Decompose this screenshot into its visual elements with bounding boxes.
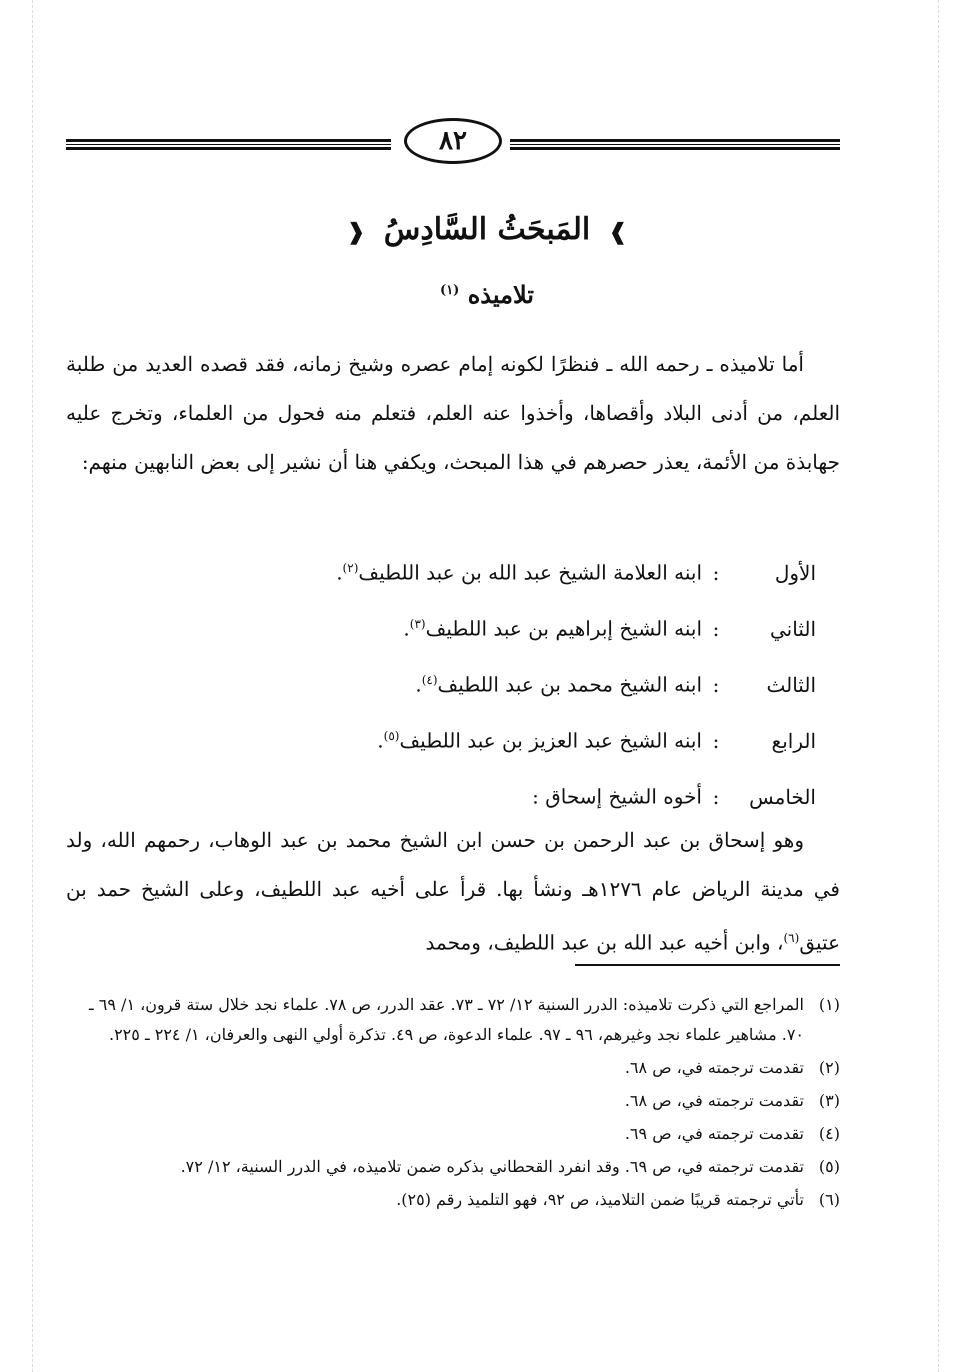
ornament-left-icon: ❰	[346, 219, 366, 245]
footnote-text: تقدمت ترجمته في، ص ٦٩.	[624, 1124, 804, 1143]
student-end: .	[415, 672, 422, 697]
footnote-ref: (٣)	[409, 617, 426, 631]
footnote-text: تأتي ترجمته قريبًا ضمن التلاميذ، ص ٩٢، فهو التلميذ رقم (٢٥).	[396, 1190, 804, 1209]
student-separator: :	[712, 672, 720, 697]
rule-line	[510, 139, 840, 142]
student-separator: :	[712, 616, 720, 641]
section-title: المَبحَثُ السَّادِسُ	[383, 212, 591, 247]
student-name: أخوه الشيخ إسحاق :	[532, 784, 702, 809]
subheading	[0, 280, 974, 309]
footnotes	[66, 990, 840, 1218]
student-name: ابنه الشيخ محمد بن عبد اللطيف	[437, 672, 702, 697]
student-end: .	[377, 728, 384, 753]
footnote-ref: (١)	[440, 283, 460, 298]
student-item	[196, 652, 816, 708]
student-ordinal: الخامس	[749, 784, 816, 809]
footnote-text: تقدمت ترجمته في، ص ٦٩. وقد انفرد القحطاني بذكره ضمن تلاميذه، في الدرر السنية، ١٢/ ٧٢.	[180, 1157, 804, 1176]
ishaq-paragraph	[66, 816, 840, 968]
footnote-ref: (٦)	[783, 931, 800, 945]
student-name: ابنه الشيخ إبراهيم بن عبد اللطيف	[425, 616, 702, 641]
ishaq-text-part2: ، وابن أخيه عبد الله بن عبد اللطيف، ومحمد	[425, 930, 784, 955]
student-item	[196, 708, 816, 764]
student-ordinal: الأول	[774, 560, 816, 585]
student-end: .	[403, 616, 410, 641]
header-rule-left	[66, 139, 391, 151]
footnote-text: تقدمت ترجمته في، ص ٦٨.	[624, 1058, 804, 1077]
rule-line	[510, 144, 840, 145]
footnote-number: (١)	[818, 995, 840, 1014]
footnote-number: (٣)	[818, 1091, 840, 1110]
student-item	[196, 764, 816, 820]
header-rule-right	[510, 139, 840, 151]
ornament-right-icon: ❱	[608, 219, 628, 245]
student-separator: :	[712, 728, 720, 753]
student-item	[196, 540, 816, 596]
section-heading	[0, 212, 974, 247]
scan-artifact-line	[32, 0, 34, 1372]
footnote-ref: (٢)	[342, 561, 359, 575]
rule-line	[66, 144, 391, 145]
student-separator: :	[712, 784, 720, 809]
footnote-number: (٢)	[818, 1058, 840, 1077]
rule-line	[66, 147, 391, 150]
footnote-ref: (٤)	[421, 673, 438, 687]
ishaq-text-part1: وهو إسحاق بن عبد الرحمن بن حسن ابن الشيخ محمد بن عبد الوهاب، رحمهم الله، ولد في مدينة الرياض عام ١٢٧٦هـ ونشأ بها. قرأ على أخيه عبد اللطيف، وعلى الشيخ حمد بن عتيق	[66, 828, 840, 955]
rule-line	[66, 139, 391, 142]
footnote-ref: (٥)	[383, 729, 400, 743]
subheading-title: تلاميذه	[467, 280, 534, 309]
footnote-item	[66, 1152, 840, 1182]
intro-paragraph: أما تلاميذه ـ رحمه الله ـ فنظرًا لكونه إمام عصره وشيخ زمانه، فقد قصده العديد من طلبة العلم، من أدنى البلاد وأقصاها، وأخذوا عنه العلم، فتعلم منه فحول من العلماء، وتخرج عليه جهابذة من الأئمة، يعذر حصرهم في هذا المبحث، ويكفي هنا أن نشير إلى بعض النابهين منهم:	[66, 352, 840, 474]
student-name: ابنه الشيخ عبد العزيز بن عبد اللطيف	[399, 728, 702, 753]
footnote-item	[66, 1053, 840, 1083]
footnote-divider	[575, 964, 840, 966]
footnote-item	[66, 1119, 840, 1149]
student-ordinal: الثالث	[766, 672, 816, 697]
student-name: ابنه العلامة الشيخ عبد الله بن عبد اللطيف	[358, 560, 702, 585]
footnote-item	[66, 990, 840, 1050]
scan-artifact-line	[938, 0, 940, 1372]
students-list	[196, 540, 816, 820]
footnote-item	[66, 1185, 840, 1215]
footnote-number: (٦)	[818, 1190, 840, 1209]
footnote-item	[66, 1086, 840, 1116]
footnote-text: تقدمت ترجمته في، ص ٦٨.	[624, 1091, 804, 1110]
student-ordinal: الثاني	[769, 616, 816, 641]
footnote-number: (٥)	[818, 1157, 840, 1176]
page-number: ٨٢	[404, 118, 502, 164]
student-separator: :	[712, 560, 720, 585]
student-item	[196, 596, 816, 652]
footnote-number: (٤)	[818, 1124, 840, 1143]
student-ordinal: الرابع	[771, 728, 816, 753]
rule-line	[510, 147, 840, 150]
student-end: .	[336, 560, 343, 585]
page-header	[66, 118, 840, 166]
footnote-text: المراجع التي ذكرت تلاميذه: الدرر السنية ١٢/ ٧٢ ـ ٧٣. عقد الدرر، ص ٧٨. علماء نجد خلال ستة قرون، ١/ ٦٩ ـ ٧٠. مشاهير علماء نجد وغيرهم، ٩٦ ـ ٩٧. علماء الدعوة، ص ٤٩. تذكرة أولي النهى والعرفان، ١/ ٢٢٤ ـ ٢٢٥.	[88, 995, 804, 1044]
